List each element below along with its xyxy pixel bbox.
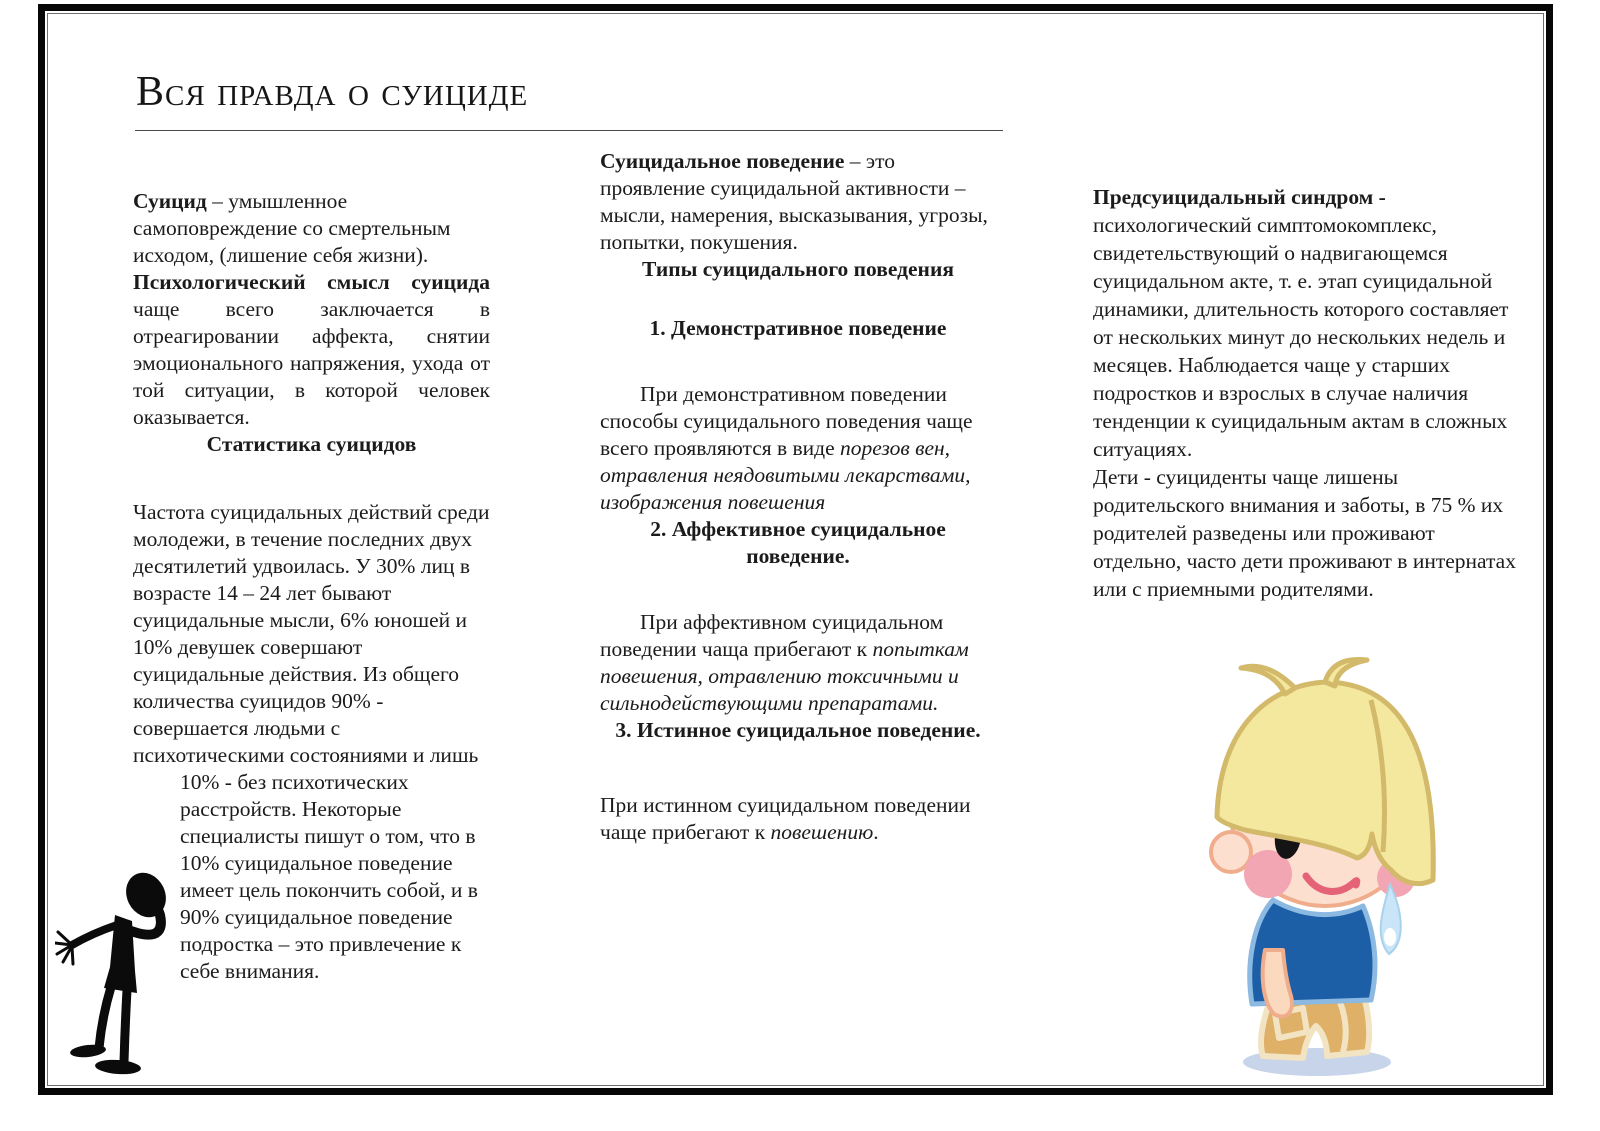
suicidal-behavior-paragraph: Суицидальное поведение – это проявление суицидальной активности – мысли, намерения, высказывания, угрозы, попытки, покушения. <box>600 149 988 254</box>
term-suicidal-behavior: Суицидальное поведение <box>600 149 845 173</box>
statistics-paragraph-part2: 10% - без психотических расстройств. Некоторые специалисты пишут о том, что в 10% суицидальное поведение имеет цель покончить собой, и в 90% суицидальное поведение подростка – это привлечение к себе внимания. <box>180 770 478 983</box>
column-middle <box>600 148 996 846</box>
statistics-heading: Статистика суицидов <box>206 432 417 456</box>
true-suicidal-paragraph: При истинном суицидальном поведении чаще прибегают к повешению. <box>600 793 971 844</box>
boy-teardrop-highlight <box>1384 928 1396 946</box>
column-right <box>1093 183 1525 603</box>
thinking-figure-illustration <box>55 855 285 1085</box>
demonstrative-methods-italic: порезов вен, отравления неядовитыми лекарствами, изображения повешения <box>600 436 971 514</box>
page-title: Вся правда о суициде <box>136 69 529 115</box>
term-suicide: Суицид <box>133 189 207 213</box>
stick-figure-shapes <box>55 866 173 1076</box>
title-underline <box>135 130 1003 131</box>
statistics-paragraph-part1: Частота суицидальных действий среди молодежи, в течение последних двух десятилетий удвоилась. У 30% лиц в возрасте 14 – 24 лет бывают суицидальные мысли, 6% юношей и 10% девушек совершают суицидальные действия. Из общего количества суицидов 90% - совершается людьми с психотическими состояниями и лишь <box>133 500 490 767</box>
type1-heading: 1. Демонстративное поведение <box>649 316 947 340</box>
children-suicidents-paragraph: Дети - суициденты чаще лишены родительского внимания и заботы, в 75 % их родителей разведены или проживают отдельно, часто дети проживают в интернатах или с приемными родителями. <box>1093 465 1516 601</box>
stick-figure-icon <box>55 855 285 1085</box>
presuicidal-syndrome-paragraph: Предсуицидальный синдром - психологический симптомокомплекс, свидетельствующий о надвигающемся суицидальном акте, т. е. этап суицидальной динамики, длительность которого составляет от нескольких минут до нескольких недель и месяцев. Наблюдается чаще у старших подростков и взрослых в случае наличия тенденции к суицидальным актам в сложных ситуациях. <box>1093 185 1509 461</box>
affective-paragraph: При аффективном суицидальном поведении чаща прибегают к попыткам повешения, отравлению токсичными и сильнодействующими препаратами. <box>600 610 969 715</box>
crying-boy-illustration <box>1175 652 1475 1080</box>
boy-ear <box>1211 832 1251 872</box>
term-presuicidal-syndrome: Предсуицидальный синдром - <box>1093 185 1386 209</box>
true-method-italic: повешению <box>770 820 874 844</box>
type3-heading: 3. Истинное суицидальное поведение. <box>615 718 981 742</box>
demonstrative-paragraph: При демонстративном поведении способы суицидального поведения чаще всего проявляются в виде порезов вен, отравления неядовитыми лекарствами, изображения повешения <box>600 382 973 514</box>
crying-boy-icon <box>1175 652 1475 1080</box>
term-psychological-meaning: Психологический смысл суицида <box>133 270 490 294</box>
affective-methods-italic: попыткам повешения, отравлению токсичными и сильнодействующими препаратами. <box>600 637 969 715</box>
type2-heading: 2. Аффективное суицидальное поведение. <box>650 517 946 568</box>
suicide-definition-paragraph: Суицид – умышленное самоповреждение со смертельным исходом, (лишение себя жизни). <box>133 189 451 267</box>
types-heading: Типы суицидального поведения <box>642 257 954 281</box>
psychological-meaning-paragraph: Психологический смысл суицида чаще всего заключается в отреагировании аффекта, снятии эмоционального напряжения, ухода от той ситуации, в которой человек оказывается. <box>133 270 490 429</box>
